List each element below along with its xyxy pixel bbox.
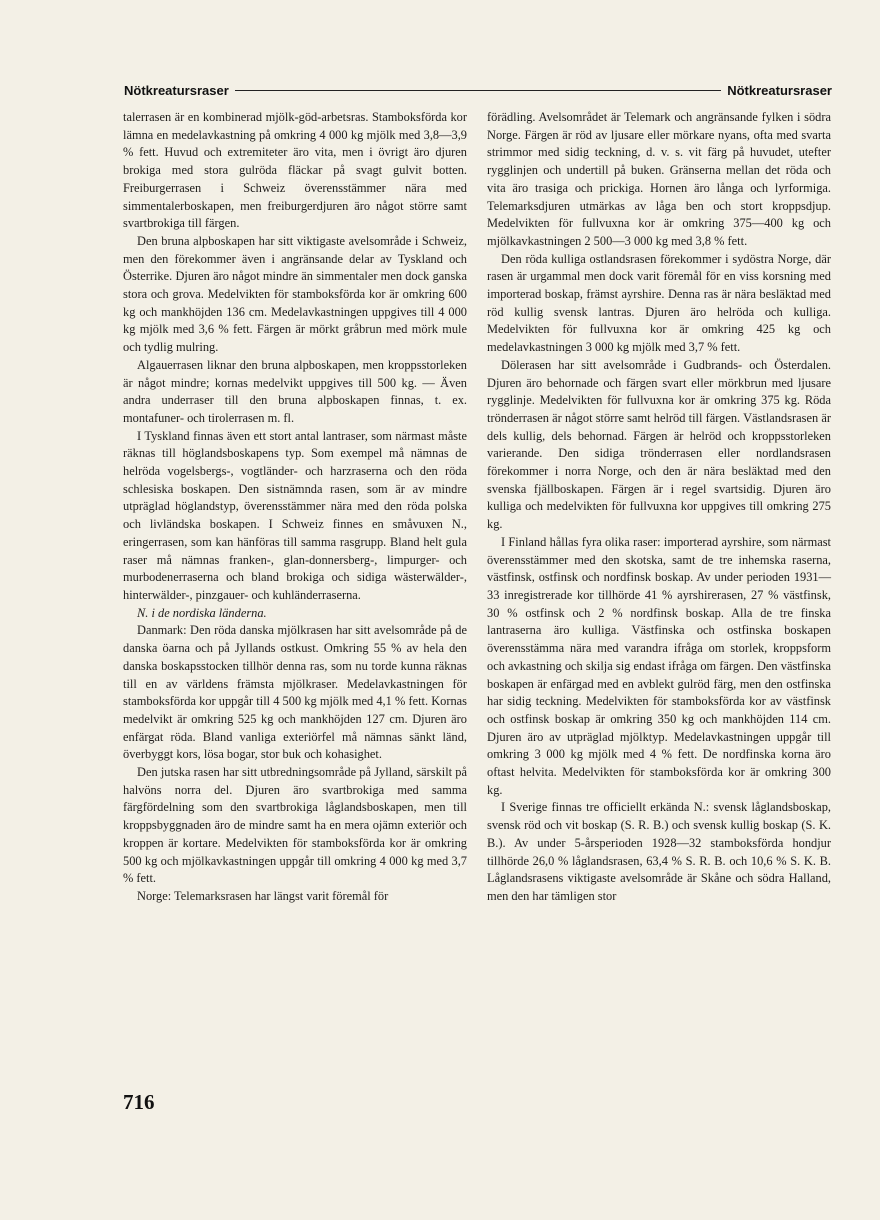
running-header-right: Nötkreatursraser bbox=[727, 82, 832, 98]
page-number: 716 bbox=[123, 1090, 155, 1114]
paragraph: Den bruna alpboskapen har sitt viktigaste avelsområde i Schweiz, men den förekommer även i angränsande delar av Tyskland och Österrike. Djuren äro något mindre än simmentaler men dock ganska stora och grova. Medelvikten för stamboksförda kor är omkring 600 kg och mankhöjden 136 cm. Medelavkastningen uppgives till 4 000 kg mjölk med 3,6 % fett. Färgen är mörkt gråbrun med mörk mule och tydlig mulring. bbox=[123, 233, 467, 355]
running-header bbox=[124, 80, 832, 100]
left-column bbox=[123, 109, 467, 906]
paragraph: Norge: Telemarksrasen har längst varit föremål för bbox=[137, 888, 389, 903]
paragraph: Algauerrasen liknar den bruna alpboskapen, men kroppsstorleken är något mindre; kornas medelvikt uppgives till 500 kg. — Även andra underraser till den bruna alpboskapen finnas, t. ex. montafuner- och tirolerrasen m. fl. bbox=[123, 357, 467, 425]
paragraph: I Sverige finnas tre officiellt erkända N.: svensk låglandsboskap, svensk röd och vit boskap (S. R. B.) och svensk kullig boskap (S. K. B.). Av under 5-årsperioden 1928—32 stamboksförda hondjur tillhörde 26,0 % låglandsrasen, 63,4 % S. R. B. och 10,6 % S. K. B. Låglandsrasens viktigaste avelsområde är Skåne och södra Halland, men den har tämligen stor bbox=[487, 800, 831, 903]
right-column bbox=[487, 109, 831, 906]
paragraph: Dölerasen har sitt avelsområde i Gudbrands- och Österdalen. Djuren äro behornade och färgen svart eller mörkbrun med ljusare rygglinje. Medelvikten för fullvuxna kor är omkring 375 kg. Röda trönderrasen är något större samt helröd till färgen. Västlandsrasen är dels kullig, dels behornad. Färgen är helröd och kroppsstorleken varierande. Den sidiga trönderrasen eller nordlandsrasen förekommer i norra Norge, och den är nära besläktad med den svenska fjällboskapen. Färgen är i regel svartsidig. Djuren äro kulliga och medelvikten för fullvuxna kor uppgives till omkring 275 kg. bbox=[487, 357, 831, 532]
header-rule bbox=[235, 90, 721, 91]
paragraph: Den jutska rasen har sitt utbredningsområde på Jylland, särskilt på halvöns norra del. Djuren äro svartbrokiga med samma färgfördelning som den svartbrokiga låglandsboskapen, men till kroppsbyggnaden äro de mindre samt ha en mera ojämn exteriör och kroppen är kortare. Medelvikten för stamboksförda kor är omkring 500 kg och mjölkavkastningen uppgår till omkring 4 000 kg med 3,7 % fett. bbox=[123, 765, 467, 886]
paragraph: talerrasen är en kombinerad mjölk-göd-arbetsras. Stamboksförda kor lämna en medelavkastning på omkring 4 000 kg mjölk med 3,8—3,9 % fett. Huvud och extremiteter äro vita, men i övrigt äro djuren brokiga med stora gulröda fläckar på svagt gulvit botten. Freiburgerrasen i Schweiz överensstämmer nära med simmentalerboskapen, men freiburgerdjuren äro något större samt svartbrokiga till färgen. bbox=[123, 110, 467, 231]
paragraph: förädling. Avelsområdet är Telemark och angränsande fylken i södra Norge. Färgen är röd av ljusare eller mörkare nyans, ofta med svarta strimmor med sidig teckning, d. v. s. vit färg på huvudet, utefter rygglinjen och undertill på buken. Gränserna mellan det röda och vita äro trasiga och prickiga. Hornen äro långa och lyrformiga. Telemarksdjuren utmärkas av låga ben och stort kroppsdjup. Medelvikten för fullvuxna kor är omkring 375—400 kg och mjölkavkastningen 2 500—3 000 kg med 3,8 % fett. bbox=[487, 110, 831, 248]
paragraph: I Tyskland finnas även ett stort antal lantraser, som närmast måste räknas till höglandsboskapens typ. Som exempel må nämnas de helröda vogelsbergs-, vogtländer- och harzraserna och den röda schlesiska boskapen. Den sistnämnda rasen, som är av mindre utpräglad höglandstyp, överensstämmer nära med den röda polska och livländska boskapen. I Schweiz finnes en småvuxen N., eringerrasen, som kan hänföras till samma rasgrupp. Bland helt gula raser må nämnas franken-, glan-donnersberg-, limpurger- och murbodenerraserna och bland brokiga och sidiga wästerwälder-, hinterwälder-, pinzgauer- och kuhländerraserna. bbox=[123, 428, 467, 602]
paragraph: Danmark: Den röda danska mjölkrasen har sitt avelsområde på de danska öarna och på Jyllands ostkust. Omkring 55 % av hela den danska boskapsstocken tillhör denna ras, som nu torde kunna räknas till en av världens främsta mjölkraser. Medelavkastningen för stamboksförda kor uppgår till 4 500 kg mjölk med 4,1 % fett. Kornas medelvikt är omkring 525 kg och mankhöjden 127 cm. Djuren äro enfärgat röda. Bland vanliga exteriörfel må nämnas sänkt länd, överbyggt kors, lösa bogar, stor buk och kohasighet. bbox=[123, 623, 467, 762]
section-heading: N. i de nordiska länderna. bbox=[137, 605, 267, 620]
running-header-left: Nötkreatursraser bbox=[124, 82, 229, 98]
paragraph: Den röda kulliga ostlandsrasen förekommer i sydöstra Norge, där rasen är urgammal men dock varit föremål för en viss korsning med importerad boskap, främst ayrshire. Denna ras är nära besläktad med röd kullig svensk lantras. Djuren äro helröda och kulliga. Medelvikten för fullvuxna kor är omkring 425 kg och medelavkastningen 3 000 kg mjölk med 3,7 % fett. bbox=[487, 251, 831, 355]
paragraph: I Finland hållas fyra olika raser: importerad ayrshire, som närmast överensstämmer med den skotska, samt de tre inhemska raserna, västfinsk, ostfinsk och nordfinsk boskap. Av under perioden 1931—33 inregistrerade kor tillhörde 41 % ayrshirerasen, 27 % västfinsk, 30 % ostfinsk och 2 % nordfinsk boskap. Alla de tre finska lantraserna äro kulliga. Västfinska och ostfinska boskapen överensstämma nära med varandra ifråga om storlek, kroppsform och avkastning och skilja sig endast ifråga om färgen. Den västfinska boskapen är enfärgad med en avblekt gulröd färg, men den ostfinska har sidig teckning. Medelvikten för stamboksförda kor av västfinsk och ostfinsk boskap är omkring 350 kg och mankhöjden 114 cm. Djuren äro av utpräglad mjölktyp. Medelavkastningen uppgår till omkring 3 000 kg mjölk med 4 % fett. De nordfinska korna äro oftast helvita. Medelvikten för stamboksförda kor är omkring 300 kg. bbox=[487, 534, 831, 797]
